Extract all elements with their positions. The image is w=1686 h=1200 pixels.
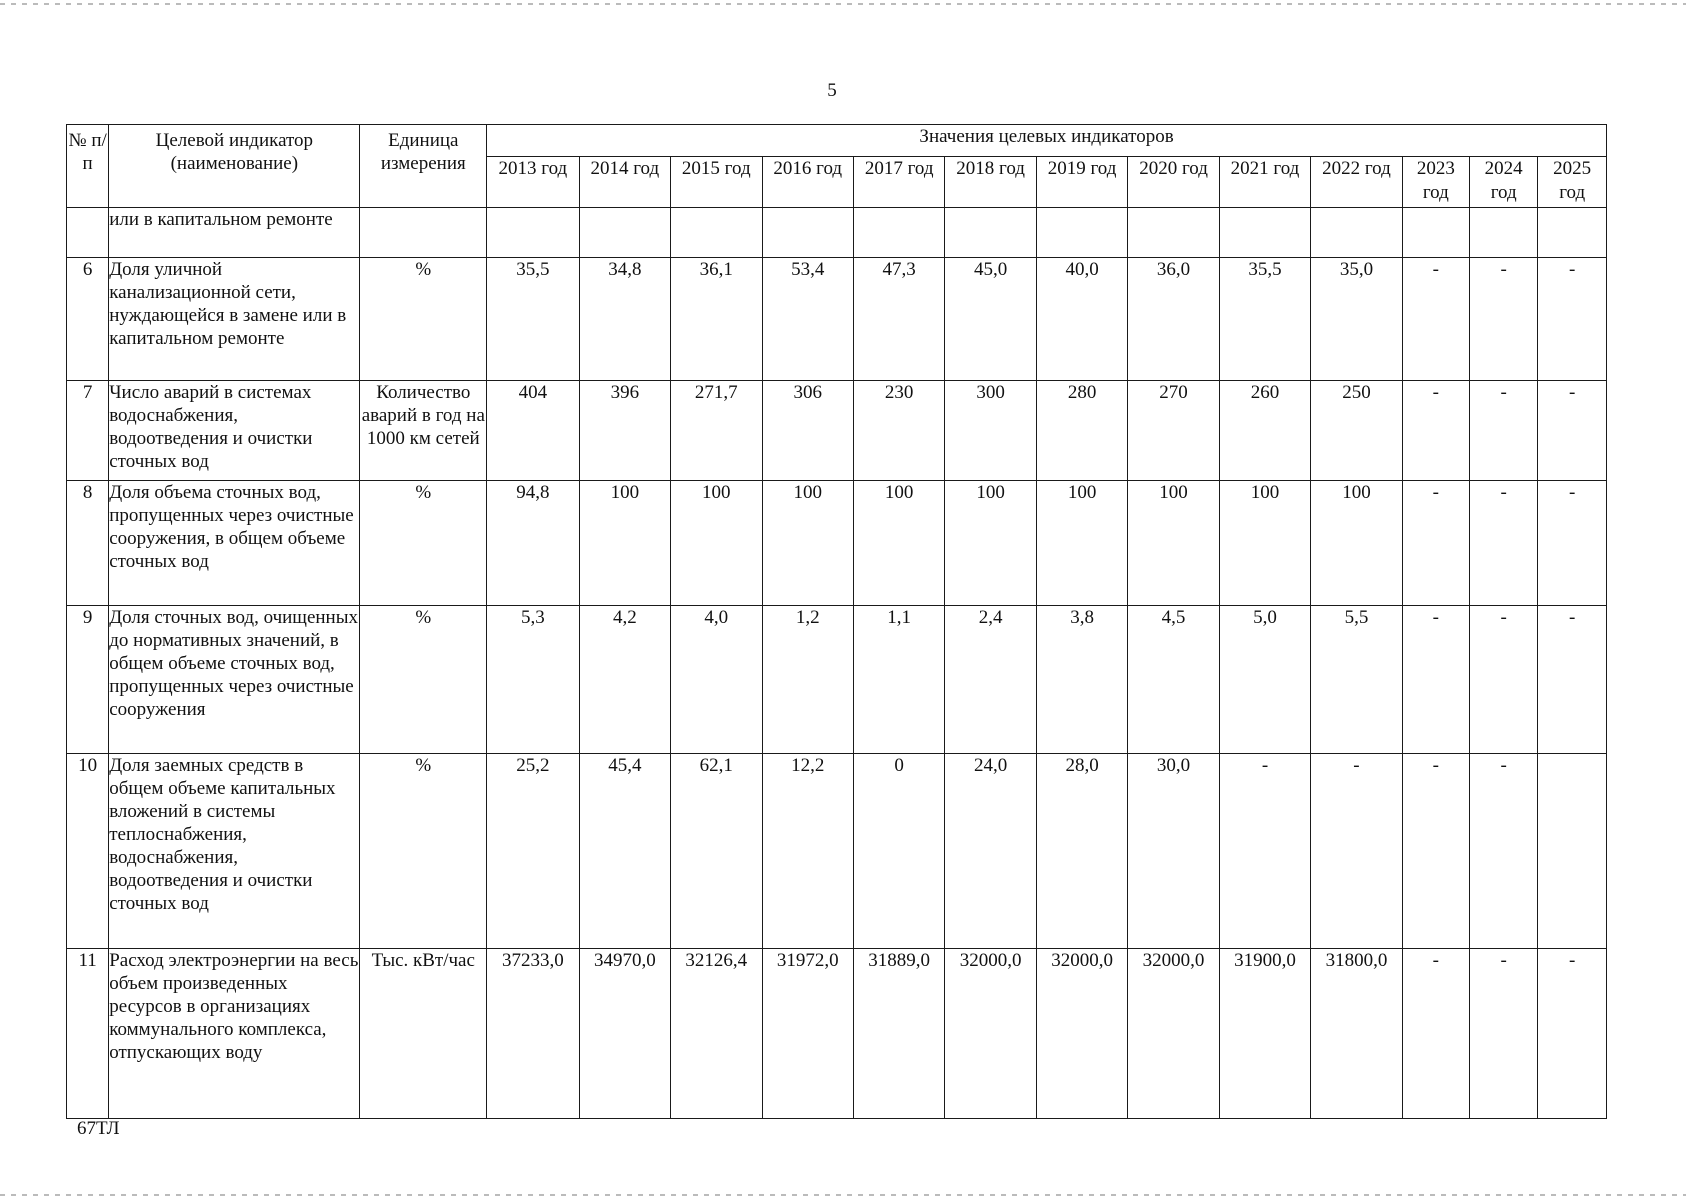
value-cell: 35,5: [487, 258, 579, 381]
col-number-header: № п/п: [67, 125, 109, 208]
col-unit-header: Единица измерения: [360, 125, 487, 208]
value-cell: 1,2: [762, 606, 853, 754]
unit-cell: %: [360, 606, 487, 754]
unit-cell: %: [360, 481, 487, 606]
value-cell: 100: [1311, 481, 1402, 606]
table-row: [67, 481, 1607, 606]
value-cell: 271,7: [671, 381, 762, 481]
value-cell: [671, 208, 762, 258]
value-cell: 4,0: [671, 606, 762, 754]
value-cell: 260: [1219, 381, 1310, 481]
value-cell: 94,8: [487, 481, 579, 606]
value-cell: 31900,0: [1219, 949, 1310, 1119]
row-number: 10: [67, 754, 109, 949]
value-cell: 47,3: [853, 258, 944, 381]
value-cell: -: [1402, 258, 1469, 381]
year-header: 2017 год: [853, 157, 944, 208]
row-number: 6: [67, 258, 109, 381]
scan-bottom-edge: [0, 1194, 1686, 1196]
value-cell: -: [1470, 258, 1538, 381]
header-row-top: [67, 125, 1607, 157]
col-indicator-header: Целевой индикатор (наименование): [109, 125, 360, 208]
page-number: 5: [827, 80, 837, 101]
value-cell: 5,3: [487, 606, 579, 754]
value-cell: 2,4: [945, 606, 1036, 754]
unit-cell: %: [360, 258, 487, 381]
value-cell: 270: [1128, 381, 1219, 481]
value-cell: -: [1470, 481, 1538, 606]
year-header: 2023 год: [1402, 157, 1469, 208]
value-cell: [762, 208, 853, 258]
row-number: [67, 208, 109, 258]
value-cell: -: [1538, 258, 1607, 381]
value-cell: 53,4: [762, 258, 853, 381]
value-cell: -: [1402, 381, 1469, 481]
value-cell: 45,0: [945, 258, 1036, 381]
row-number: 8: [67, 481, 109, 606]
value-cell: -: [1470, 754, 1538, 949]
value-cell: 35,0: [1311, 258, 1402, 381]
value-cell: 45,4: [579, 754, 670, 949]
year-header: 2020 год: [1128, 157, 1219, 208]
table-row: [67, 949, 1607, 1119]
value-cell: 404: [487, 381, 579, 481]
table-row: [67, 208, 1607, 258]
value-cell: 31889,0: [853, 949, 944, 1119]
value-cell: -: [1538, 381, 1607, 481]
value-cell: 36,0: [1128, 258, 1219, 381]
value-cell: 0: [853, 754, 944, 949]
value-cell: 35,5: [1219, 258, 1310, 381]
value-cell: -: [1402, 606, 1469, 754]
year-header: 2024 год: [1470, 157, 1538, 208]
value-cell: 25,2: [487, 754, 579, 949]
year-header: 2018 год: [945, 157, 1036, 208]
indicator-name: Доля сточных вод, очищенных до нормативных значений, в общем объеме сточных вод, пропущенных через очистные сооружения: [109, 606, 360, 754]
value-cell: -: [1402, 949, 1469, 1119]
indicator-name: Доля объема сточных вод, пропущенных через очистные сооружения, в общем объеме сточных вод: [109, 481, 360, 606]
year-header: 2019 год: [1036, 157, 1127, 208]
indicator-name: Расход электроэнергии на весь объем произведенных ресурсов в организациях коммунального комплекса, отпускающих воду: [109, 949, 360, 1119]
value-cell: 3,8: [1036, 606, 1127, 754]
row-number: 9: [67, 606, 109, 754]
value-cell: [487, 208, 579, 258]
value-cell: 31972,0: [762, 949, 853, 1119]
value-cell: 280: [1036, 381, 1127, 481]
year-header: 2015 год: [671, 157, 762, 208]
table-row: [67, 754, 1607, 949]
value-cell: 100: [1128, 481, 1219, 606]
value-cell: 100: [671, 481, 762, 606]
value-cell: 5,5: [1311, 606, 1402, 754]
value-cell: [945, 208, 1036, 258]
value-cell: [1538, 208, 1607, 258]
unit-cell: [360, 208, 487, 258]
value-cell: 100: [762, 481, 853, 606]
indicator-name: или в капитальном ремонте: [109, 208, 360, 258]
value-cell: 32000,0: [1128, 949, 1219, 1119]
value-cell: 37233,0: [487, 949, 579, 1119]
unit-cell: %: [360, 754, 487, 949]
value-cell: 306: [762, 381, 853, 481]
footer-code: 67ТЛ: [77, 1118, 120, 1139]
value-cell: 100: [1219, 481, 1310, 606]
value-cell: 34,8: [579, 258, 670, 381]
year-header: 2022 год: [1311, 157, 1402, 208]
indicator-table: [66, 124, 1607, 1119]
row-number: 11: [67, 949, 109, 1119]
value-cell: [853, 208, 944, 258]
indicator-name: Доля заемных средств в общем объеме капитальных вложений в системы теплоснабжения, водоснабжения, водоотведения и очистки сточных вод: [109, 754, 360, 949]
value-cell: 31800,0: [1311, 949, 1402, 1119]
value-cell: 1,1: [853, 606, 944, 754]
value-cell: -: [1538, 949, 1607, 1119]
value-cell: 32126,4: [671, 949, 762, 1119]
value-cell: 40,0: [1036, 258, 1127, 381]
value-cell: -: [1402, 481, 1469, 606]
table-body: [67, 208, 1607, 1119]
value-cell: 24,0: [945, 754, 1036, 949]
value-cell: 250: [1311, 381, 1402, 481]
value-cell: 100: [1036, 481, 1127, 606]
year-header: 2014 год: [579, 157, 670, 208]
value-cell: 32000,0: [945, 949, 1036, 1119]
year-header: 2021 год: [1219, 157, 1310, 208]
value-cell: [1402, 208, 1469, 258]
value-cell: 100: [945, 481, 1036, 606]
value-cell: 300: [945, 381, 1036, 481]
value-cell: [1470, 208, 1538, 258]
year-header: 2013 год: [487, 157, 579, 208]
table-row: [67, 381, 1607, 481]
year-header: 2025 год: [1538, 157, 1607, 208]
table-row: [67, 258, 1607, 381]
value-cell: -: [1470, 381, 1538, 481]
value-cell: 30,0: [1128, 754, 1219, 949]
value-cell: [1538, 754, 1607, 949]
value-cell: 100: [853, 481, 944, 606]
value-cell: 5,0: [1219, 606, 1310, 754]
indicator-name: Число аварий в системах водоснабжения, водоотведения и очистки сточных вод: [109, 381, 360, 481]
value-cell: -: [1311, 754, 1402, 949]
value-cell: 36,1: [671, 258, 762, 381]
unit-cell: Тыс. кВт/час: [360, 949, 487, 1119]
table-row: [67, 606, 1607, 754]
value-cell: [579, 208, 670, 258]
value-cell: [1128, 208, 1219, 258]
scan-top-edge: [0, 3, 1686, 5]
value-cell: -: [1470, 606, 1538, 754]
value-cell: 12,2: [762, 754, 853, 949]
value-cell: -: [1219, 754, 1310, 949]
value-cell: [1311, 208, 1402, 258]
value-cell: -: [1538, 606, 1607, 754]
value-cell: -: [1538, 481, 1607, 606]
value-cell: [1219, 208, 1310, 258]
value-cell: 100: [579, 481, 670, 606]
value-cell: 62,1: [671, 754, 762, 949]
value-cell: 396: [579, 381, 670, 481]
value-cell: 4,5: [1128, 606, 1219, 754]
value-cell: 4,2: [579, 606, 670, 754]
value-cell: [1036, 208, 1127, 258]
value-cell: 230: [853, 381, 944, 481]
row-number: 7: [67, 381, 109, 481]
indicator-name: Доля уличной канализационной сети, нуждающейся в замене или в капитальном ремонте: [109, 258, 360, 381]
col-values-header: Значения целевых индикаторов: [487, 125, 1607, 157]
unit-cell: Количество аварий в год на 1000 км сетей: [360, 381, 487, 481]
value-cell: 28,0: [1036, 754, 1127, 949]
year-header: 2016 год: [762, 157, 853, 208]
value-cell: -: [1402, 754, 1469, 949]
value-cell: -: [1470, 949, 1538, 1119]
value-cell: 34970,0: [579, 949, 670, 1119]
table-header: [67, 125, 1607, 208]
value-cell: 32000,0: [1036, 949, 1127, 1119]
